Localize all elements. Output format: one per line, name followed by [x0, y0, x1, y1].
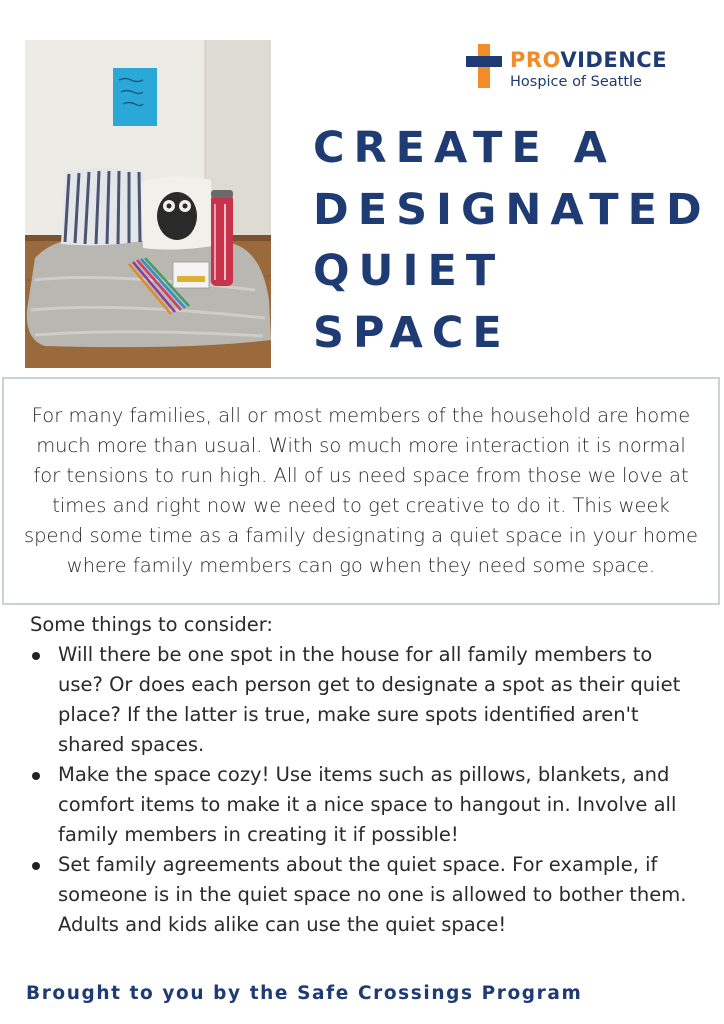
bullet-icon	[32, 772, 40, 780]
logo-subtitle: Hospice of Seattle	[510, 74, 642, 90]
title-line: CREATE A	[313, 123, 616, 173]
list-item-text: Make the space cozy! Use items such as pillows, blankets, and comfort items to make it a nice space to hangout in. Involve all family members in creating it if possible!	[58, 763, 677, 846]
intro-text: For many families, all or most members of the household are home much more than usual. With so much more interaction it is normal for tensions to run high. All of us need space from those we love at times and right now we need to get creative to do it. This week spend some time as a family designating a quiet space in your home where family members can go when they need some space.	[24, 404, 698, 577]
list-item-text: Will there be one spot in the house for all family members to use? Or does each person get to designate a spot as their quiet place? If the latter is true, make sure spots identified aren't shared spaces.	[58, 643, 681, 756]
list-item-text: Set family agreements about the quiet space. For example, if someone is in the quiet space no one is allowed to bother them. Adults and kids alike can use the quiet space!	[58, 853, 687, 936]
logo-name-prefix: PRO	[510, 48, 561, 72]
intro-box	[2, 377, 720, 605]
logo-name	[510, 48, 667, 72]
bullet-icon	[32, 652, 40, 660]
consider-list	[30, 640, 700, 940]
consider-heading: Some things to consider:	[30, 613, 273, 636]
footer-credit: Brought to you by the Safe Crossings Program	[26, 983, 583, 1004]
providence-logo	[466, 44, 696, 100]
page-title	[313, 118, 713, 364]
bullet-icon	[32, 862, 40, 870]
list-item	[30, 760, 700, 850]
title-line: DESIGNATED	[313, 184, 711, 235]
list-item	[30, 850, 700, 940]
logo-name-rest: VIDENCE	[560, 48, 668, 72]
cross-icon	[466, 44, 502, 88]
title-line: SPACE	[313, 307, 511, 358]
title-line: QUIET	[313, 246, 505, 296]
quiet-space-photo	[25, 40, 271, 368]
list-item	[30, 640, 700, 760]
